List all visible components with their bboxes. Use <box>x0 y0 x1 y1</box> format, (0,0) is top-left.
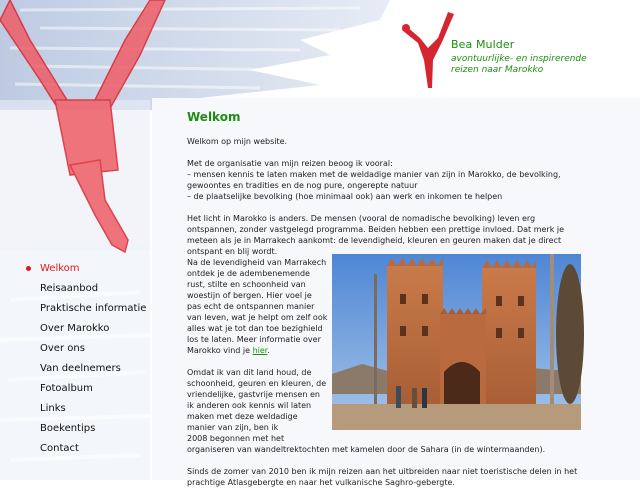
goal-line: – mensen kennis te laten maken met de weldadige manier van zijn in Marokko, de bevolking, <box>187 170 561 179</box>
light-paragraph: Het licht in Marokko is anders. De mensen (vooral de nomadische bevolking) leven erg ontspannen, zonder vastgelegd programma. Beiden hebben een prettige invloed. Dat merk je meteen als je in Marrakech aankomt: de levendigheid, kleuren en geuren maken dat je direct ontspant en blij wordt. <box>187 214 565 256</box>
nav-item-reisaanbod[interactable] <box>24 279 154 299</box>
nav-item-links[interactable] <box>24 399 154 419</box>
nav-item-fotoalbum[interactable] <box>24 379 154 399</box>
nav-item-label: Contact <box>40 443 79 454</box>
nav-item-label: Over ons <box>40 343 85 354</box>
hier-link[interactable]: hier <box>252 346 268 355</box>
desert-line: rust, stilte en schoonheid van <box>187 280 306 289</box>
nav-item-boekentips[interactable] <box>24 419 154 439</box>
nav-item-contact[interactable] <box>24 439 154 459</box>
nav-item-label: Over Marokko <box>40 323 110 334</box>
desert-line <box>187 345 332 356</box>
nav-item-label: Praktische informatie <box>40 303 147 314</box>
active-bullet-icon <box>26 266 31 271</box>
nav-item-over-marokko[interactable] <box>24 319 154 339</box>
nav-item-van-deelnemers[interactable] <box>24 359 154 379</box>
kasbah-photo <box>332 254 581 430</box>
since-line: ik anderen ook kennis wil laten <box>187 401 312 410</box>
nav-item-praktische-informatie[interactable] <box>24 299 154 319</box>
desert-line: van leven, wat je helpt om zelf ook <box>187 313 328 322</box>
since-line: 2008 begonnen met het <box>187 434 285 443</box>
nav-item-label: Van deelnemers <box>40 363 121 374</box>
since-line: organiseren van wandeltrektochten met kamelen door de Sahara (in de wintermaanden). <box>187 445 546 454</box>
bea-mulder-logo[interactable] <box>398 8 458 90</box>
intro-text: Welkom op mijn website. <box>187 137 288 146</box>
nav-item-label: Links <box>40 403 66 414</box>
since-line: vriendelijke, gastvrije mensen en <box>187 390 320 399</box>
since-line: manier van zijn, ben ik <box>187 423 279 432</box>
desert-line: los te laten. Meer informatie over <box>187 335 321 344</box>
nav-item-label: Boekentips <box>40 423 96 434</box>
goal-line: – de plaatselijke bevolking (hoe minimaal ook) aan werk en inkomen te helpen <box>187 192 503 201</box>
goals-block <box>187 158 582 202</box>
brand-name[interactable]: Bea Mulder <box>451 38 515 51</box>
desert-paragraph <box>187 257 332 356</box>
page-title: Welkom <box>187 110 241 124</box>
desert-line: pas echt de ontspannen manier <box>187 302 315 311</box>
brand-tagline: avontuurlijke- en inspirerende reizen naar Marokko <box>451 54 587 75</box>
since-line: maken met deze weldadige <box>187 412 298 421</box>
desert-line: ontdek je de adembenemende <box>187 269 310 278</box>
nav-item-over-ons[interactable] <box>24 339 154 359</box>
since-line: Omdat ik van dit land houd, de <box>187 368 312 377</box>
nav-item-label: Welkom <box>40 263 80 274</box>
desert-line: alles wat je tot dan toe bezighield <box>187 324 323 333</box>
summer-line: prachtige Atlasgebergte en naar het vulkanische Saghro-gebergte. <box>187 478 455 487</box>
desert-line: woestijn of bergen. Hier voel je <box>187 291 312 300</box>
nav-item-welkom[interactable] <box>24 259 154 279</box>
goal-line: gewoontes en tradities en de nog pure, ongerepte natuur <box>187 181 418 190</box>
desert-last-suffix: . <box>267 346 270 355</box>
nav-item-label: Reisaanbod <box>40 283 99 294</box>
sidebar-nav <box>24 259 154 459</box>
nav-item-label: Fotoalbum <box>40 383 93 394</box>
since-line: schoonheid, geuren en kleuren, de <box>187 379 327 388</box>
summer-paragraph <box>187 466 582 488</box>
goals-lead: Met de organisatie van mijn reizen beoog ik vooral: <box>187 159 393 168</box>
summer-line: Sinds de zomer van 2010 ben ik mijn reizen aan het uitbreiden naar niet toeristische delen in het <box>187 467 578 476</box>
desert-line: Na de levendigheid van Marrakech <box>187 258 327 267</box>
desert-last-text: Marokko vind je <box>187 346 253 355</box>
